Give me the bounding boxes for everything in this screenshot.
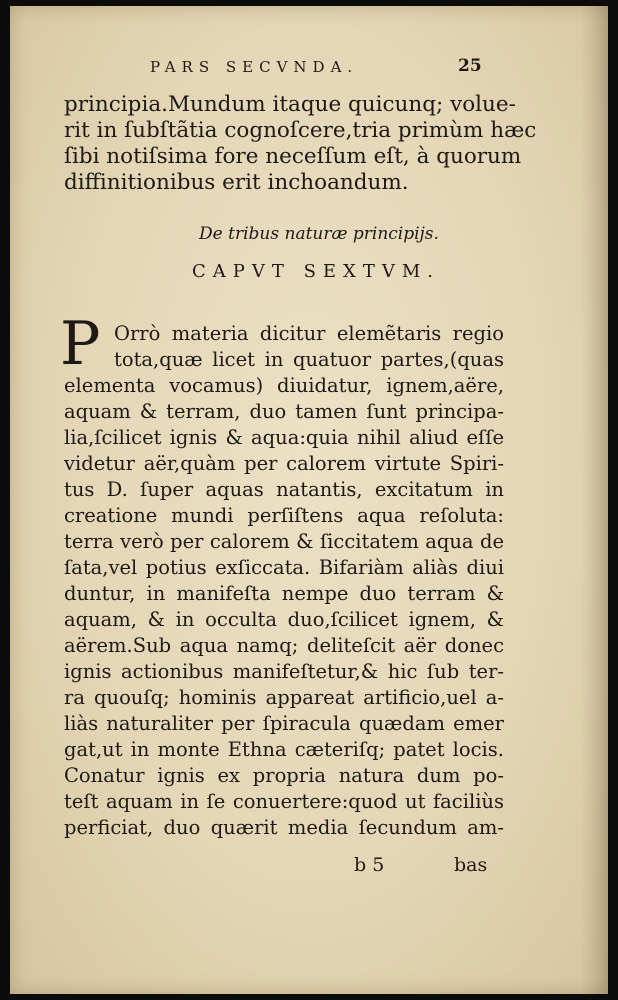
text-line: perficiat, duo quærit media ſecundum am-: [64, 816, 504, 839]
page-footer: [10, 854, 608, 880]
catchword: bas: [454, 854, 488, 876]
text-line: Orrò materia dicitur elemẽtaris regio: [114, 322, 504, 345]
text-line: terra verò per calorem & ſiccitatem aqua de: [64, 530, 504, 553]
text-line: tus D. ſuper aquas natantis, excitatum in: [64, 478, 504, 501]
page-shadow: [580, 6, 608, 994]
text-line: elementa vocamus) diuidatur, ignem,aëre,: [64, 374, 504, 397]
text-line: liàs naturaliter per ſpiracula quædam emer: [64, 712, 504, 735]
text-line: gat,ut in monte Ethna cæteriſq; patet locis.: [64, 738, 504, 761]
book-page: [10, 6, 608, 994]
chapter-heading: CAPVT SEXTVM.: [191, 261, 441, 282]
text-line: duntur, in manifeſta nempe duo terram &: [64, 582, 504, 605]
section-title: De tribus naturæ principijs.: [199, 224, 439, 244]
text-line: diffinitionibus erit inchoandum.: [64, 170, 409, 195]
text-line: aquam & terram, duo tamen ſunt principa-: [64, 400, 504, 423]
running-head: [10, 58, 608, 84]
text-line: principia.Mundum itaque quicunq; volue-: [64, 92, 516, 117]
drop-cap-initial: P: [60, 309, 101, 379]
signature-mark: b 5: [354, 854, 385, 876]
text-line: rit in ſubſtãtia cognoſcere,tria primùm hæc: [64, 118, 537, 143]
text-line: videtur aër,quàm per calorem virtute Spiri-: [64, 452, 504, 475]
text-line: ignis actionibus manifeſtetur,& hic ſub ter-: [64, 660, 504, 683]
text-line: aërem.Sub aqua namq; deliteſcit aër donec: [64, 634, 504, 657]
text-line: ra quouſq; hominis appareat artificio,uel a-: [64, 686, 504, 709]
text-line: tota,quæ licet in quatuor partes,(quas: [114, 348, 504, 371]
text-line: ſibi notiſsima fore neceſſum eſt, à quorum: [64, 144, 522, 169]
text-line: teſt aquam in ſe conuertere:quod ut faciliùs: [64, 790, 504, 813]
text-line: lia,ſcilicet ignis & aqua:quia nihil aliud eſſe: [64, 426, 504, 449]
text-line: creatione mundi perſiſtens aqua reſoluta:: [64, 504, 504, 527]
text-line: ſata,vel potius exſiccata. Bifariàm aliàs diui: [64, 556, 504, 579]
page-number: 25: [458, 56, 482, 76]
text-line: aquam, & in occulta duo,ſcilicet ignem, &: [64, 608, 504, 631]
text-line: Conatur ignis ex propria natura dum po-: [64, 764, 504, 787]
running-title: PARS SECVNDA.: [150, 58, 359, 76]
